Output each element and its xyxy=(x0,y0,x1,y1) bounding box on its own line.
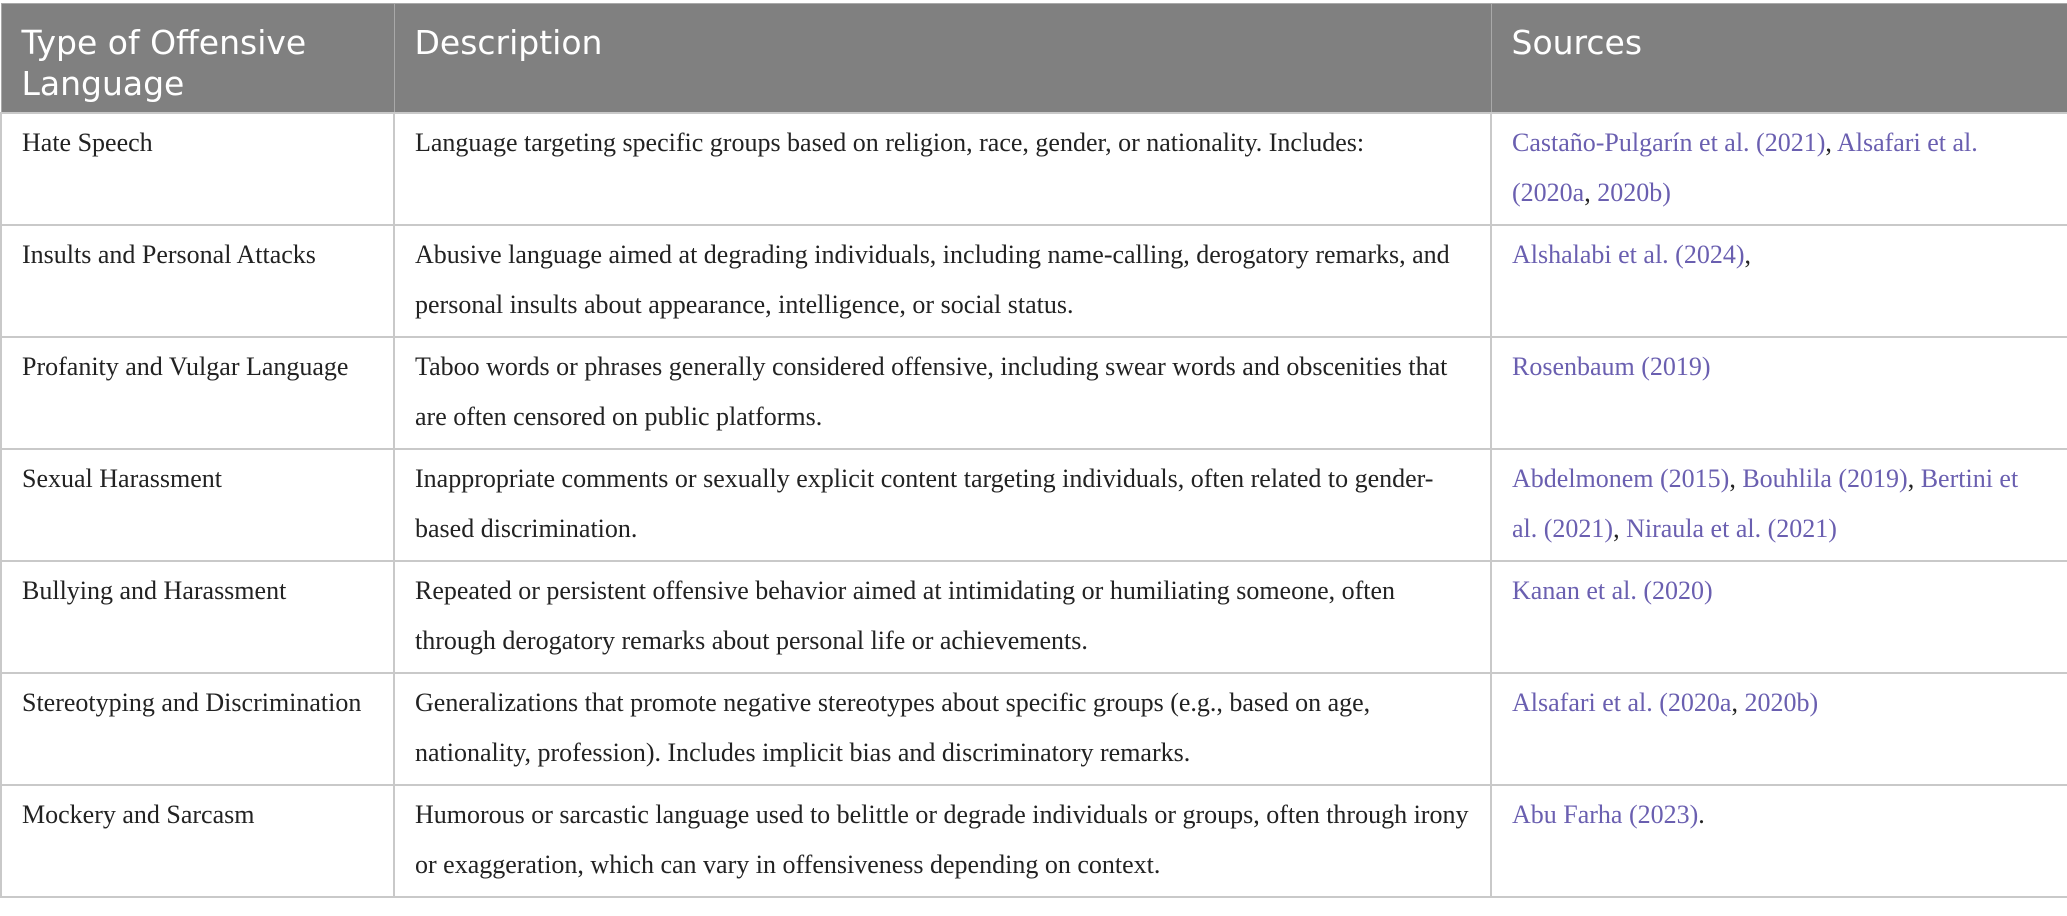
separator-text: , xyxy=(1825,128,1837,157)
citation-link[interactable]: Rosenbaum (2019) xyxy=(1512,352,1711,381)
header-description: Description xyxy=(394,4,1491,114)
citation-link[interactable]: Abu Farha (2023) xyxy=(1512,800,1699,829)
separator-text: . xyxy=(1698,800,1705,829)
sources-cell xyxy=(1491,225,2067,337)
type-cell: Mockery and Sarcasm xyxy=(1,785,394,897)
table-row xyxy=(1,673,2067,785)
header-sources: Sources xyxy=(1491,4,2067,114)
description-cell: Abusive language aimed at degrading individuals, including name-calling, derogatory remarks, and personal insults about appearance, intelligence, or social status. xyxy=(394,225,1491,337)
citation-link[interactable]: Niraula et al. (2021) xyxy=(1626,514,1837,543)
separator-text: , xyxy=(1731,688,1745,717)
citation-link[interactable]: Castaño-Pulgarín et al. (2021) xyxy=(1512,128,1826,157)
description-cell: Taboo words or phrases generally considered offensive, including swear words and obscenities that are often censored on public platforms. xyxy=(394,337,1491,449)
table-row xyxy=(1,337,2067,449)
citation-link[interactable]: Bertini et al. (2021) xyxy=(1512,464,2019,543)
table-row xyxy=(1,113,2067,225)
type-cell: Bullying and Harassment xyxy=(1,561,394,673)
table-row xyxy=(1,225,2067,337)
sources-cell xyxy=(1491,449,2067,561)
citation-link[interactable]: Abdelmonem (2015) xyxy=(1512,464,1730,493)
citation-link[interactable]: 2020b) xyxy=(1597,178,1671,207)
citation-link[interactable]: Alsafari et al. (2020a xyxy=(1512,688,1732,717)
description-cell: Language targeting specific groups based on religion, race, gender, or nationality. Includes: xyxy=(394,113,1491,225)
sources-cell xyxy=(1491,673,2067,785)
citation-link[interactable]: Kanan et al. (2020) xyxy=(1512,576,1713,605)
citation-link[interactable]: Alshalabi et al. (2024) xyxy=(1512,240,1745,269)
separator-text: , xyxy=(1744,240,1751,269)
separator-text: , xyxy=(1907,464,1921,493)
sources-cell xyxy=(1491,785,2067,897)
type-cell: Profanity and Vulgar Language xyxy=(1,337,394,449)
sources-cell xyxy=(1491,561,2067,673)
type-cell: Stereotyping and Discrimination xyxy=(1,673,394,785)
header-type: Type of Offensive Language xyxy=(1,4,394,114)
offensive-language-table xyxy=(0,3,2067,898)
sources-cell xyxy=(1491,113,2067,225)
table-row xyxy=(1,785,2067,897)
citation-link[interactable]: 2020b) xyxy=(1744,688,1819,717)
description-cell: Inappropriate comments or sexually explicit content targeting individuals, often related to gender-based discrimination. xyxy=(394,449,1491,561)
header-row xyxy=(1,4,2067,114)
sources-cell xyxy=(1491,337,2067,449)
description-cell: Generalizations that promote negative stereotypes about specific groups (e.g., based on age, nationality, profession). Includes implicit bias and discriminatory remarks. xyxy=(394,673,1491,785)
table-row xyxy=(1,561,2067,673)
table-row xyxy=(1,449,2067,561)
citation-link[interactable]: Alsafari et al. (2020a xyxy=(1512,128,1978,207)
description-cell: Repeated or persistent offensive behavior aimed at intimidating or humiliating someone, often through derogatory remarks about personal life or achievements. xyxy=(394,561,1491,673)
separator-text: , xyxy=(1584,178,1598,207)
separator-text: , xyxy=(1613,514,1627,543)
citation-link[interactable]: Bouhlila (2019) xyxy=(1742,464,1908,493)
separator-text: , xyxy=(1729,464,1743,493)
type-cell: Hate Speech xyxy=(1,113,394,225)
description-cell: Humorous or sarcastic language used to belittle or degrade individuals or groups, often through irony or exaggeration, which can vary in offensiveness depending on context. xyxy=(394,785,1491,897)
type-cell: Sexual Harassment xyxy=(1,449,394,561)
type-cell: Insults and Personal Attacks xyxy=(1,225,394,337)
